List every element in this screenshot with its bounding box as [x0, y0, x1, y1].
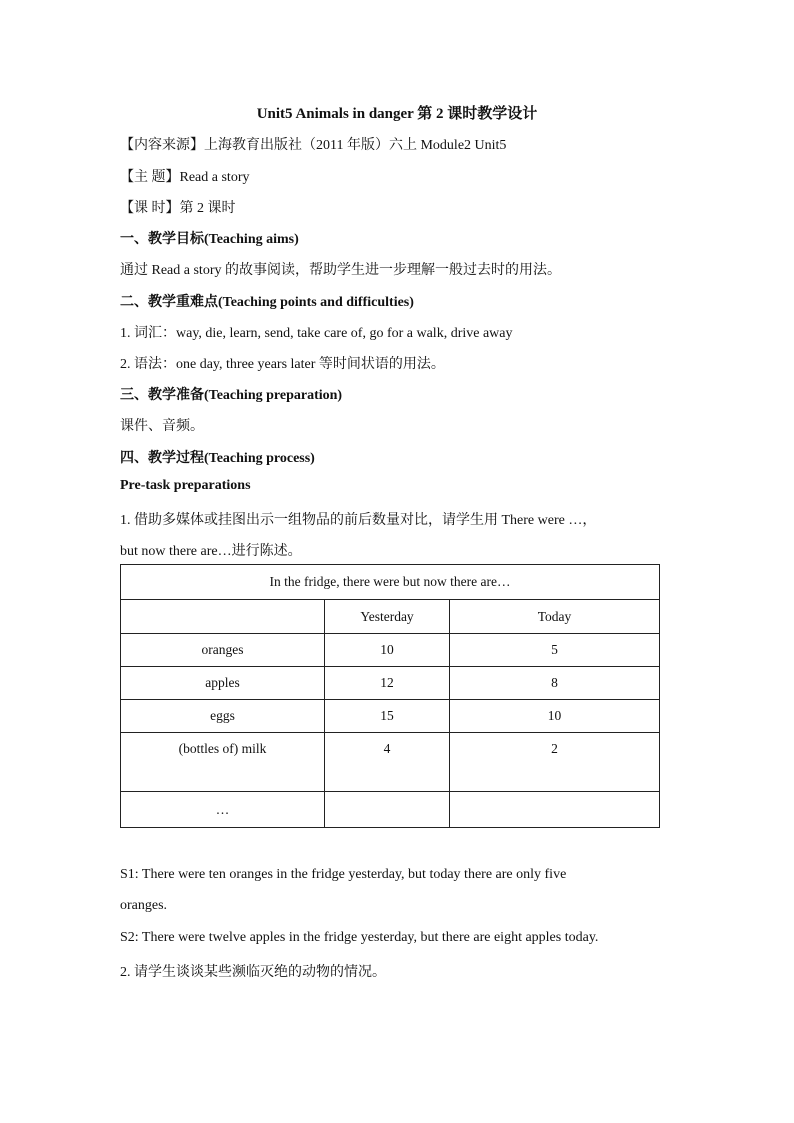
table-cell: 5	[450, 634, 660, 667]
grammar-item: 2. 语法：one day, three years later 等时间状语的用法。	[120, 357, 445, 372]
table-cell: 2	[450, 733, 660, 792]
table-cell: …	[121, 792, 325, 828]
table-row	[121, 634, 660, 667]
table-caption: In the fridge, there were but now there are…	[121, 565, 660, 600]
table-header-cell: Yesterday	[325, 600, 450, 634]
section-preparation-body: 课件、音频。	[120, 419, 204, 434]
table-header-cell: Today	[450, 600, 660, 634]
lesson-topic: 【主 题】Read a story	[120, 170, 250, 185]
section-aims-body: 通过 Read a story 的故事阅读，帮助学生进一步理解一般过去时的用法。	[120, 263, 561, 278]
table-cell: 12	[325, 667, 450, 700]
table-header-row	[121, 600, 660, 634]
step1-line1: 1. 借助多媒体或挂图出示一组物品的前后数量对比，请学生用 There were …，	[120, 513, 597, 528]
step2-line: 2. 请学生谈谈某些濒临灭绝的动物的情况。	[120, 965, 386, 980]
section-points-heading: 二、教学重难点(Teaching points and difficulties)	[120, 295, 414, 310]
table-row	[121, 792, 660, 828]
table-caption-row	[121, 565, 660, 600]
fridge-comparison-table	[120, 564, 660, 828]
pretask-heading: Pre-task preparations	[120, 478, 251, 493]
table-cell: 10	[325, 634, 450, 667]
table-cell: apples	[121, 667, 325, 700]
table-header-cell	[121, 600, 325, 634]
table-cell: 4	[325, 733, 450, 792]
table-cell	[450, 792, 660, 828]
step1-line2: but now there are…进行陈述。	[120, 544, 302, 559]
student1-line1: S1: There were ten oranges in the fridge yesterday, but today there are only five	[120, 867, 567, 882]
student2-line: S2: There were twelve apples in the fridge yesterday, but there are eight apples today.	[120, 930, 599, 945]
document-title: Unit5 Animals in danger 第 2 课时教学设计	[256, 106, 538, 122]
vocabulary-item: 1. 词汇：way, die, learn, send, take care of, go for a walk, drive away	[120, 326, 513, 341]
table-cell: 8	[450, 667, 660, 700]
table-cell: eggs	[121, 700, 325, 733]
section-preparation-heading: 三、教学准备(Teaching preparation)	[120, 388, 343, 403]
table-cell: (bottles of) milk	[121, 733, 325, 792]
table-row	[121, 733, 660, 792]
section-process-heading: 四、教学过程(Teaching process)	[120, 451, 315, 466]
content-source: 【内容来源】上海教育出版社（2011 年版）六上 Module2 Unit5	[120, 138, 507, 153]
table-cell: oranges	[121, 634, 325, 667]
lesson-period: 【课 时】第 2 课时	[120, 201, 236, 216]
table-cell	[325, 792, 450, 828]
student1-line2: oranges.	[120, 898, 168, 913]
section-aims-heading: 一、教学目标(Teaching aims)	[120, 232, 299, 247]
table-row	[121, 667, 660, 700]
table-cell: 10	[450, 700, 660, 733]
table-row	[121, 700, 660, 733]
table-cell: 15	[325, 700, 450, 733]
